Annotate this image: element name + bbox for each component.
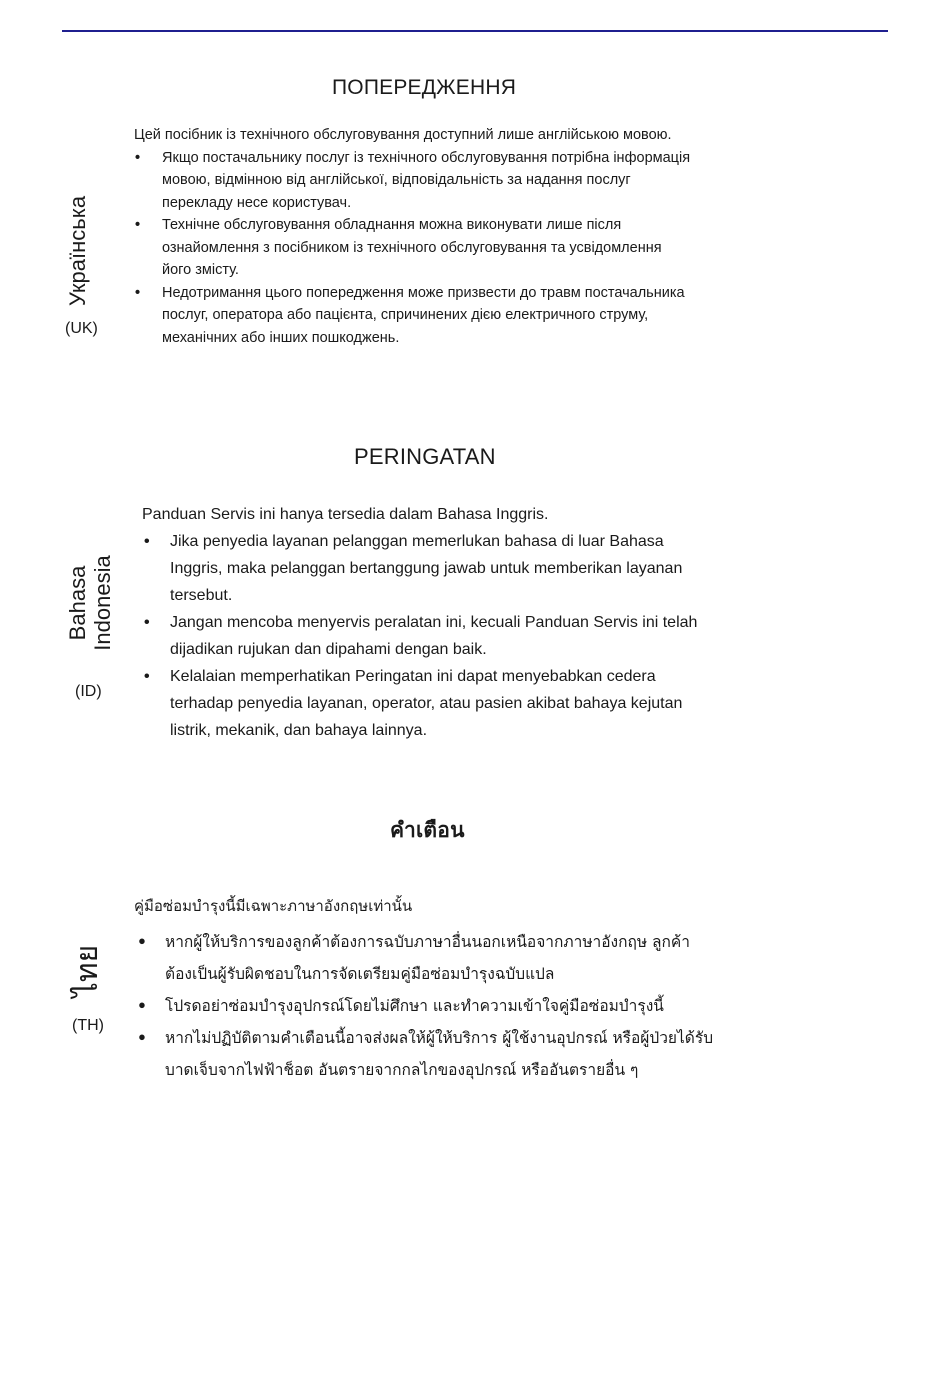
section-heading: คำเตือน xyxy=(390,817,465,842)
top-rule xyxy=(62,30,888,32)
bullet-item: • Jika penyedia layanan pelanggan memerlukan bahasa di luar Bahasa Inggris, maka pelanggan bertanggung jawab untuk memberikan layanan tersebut. xyxy=(142,528,702,609)
intro-text: คู่มือซ่อมบำรุงนี้มีเฉพาะภาษาอังกฤษเท่านั้น xyxy=(134,897,413,915)
bullet-item: • Технічне обслуговування обладнання можна виконувати лише після ознайомлення з посібником із технічного обслуговування та усвідомлення його змісту. xyxy=(134,214,694,282)
bullet-item: • หากไม่ปฏิบัติตามคำเตือนนี้อาจส่งผลให้ผู้ให้บริการ ผู้ใช้งานอุปกรณ์ หรือผู้ป่วยได้รับบาดเจ็บจากไฟฟ้าช็อต อันตรายจากกลไกของอุปกรณ์ หรืออันตรายอื่น ๆ xyxy=(134,1022,714,1086)
bullet-item: • หากผู้ให้บริการของลูกค้าต้องการฉบับภาษาอื่นนอกเหนือจากภาษาอังกฤษ ลูกค้าต้องเป็นผู้รับผิดชอบในการจัดเตรียมคู่มือซ่อมบำรุงฉบับแปล xyxy=(134,926,714,990)
bullet-item: • Kelalaian memperhatikan Peringatan ini dapat menyebabkan cedera terhadap penyedia layanan, operator, atau pasien akibat bahaya kejutan listrik, mekanik, dan bahaya lainnya. xyxy=(142,663,702,744)
language-name: Українська xyxy=(65,195,90,307)
bullet-item: • Недотримання цього попередження може призвести до травм постачальника послуг, оператора або пацієнта, спричинених дією електричного струму, механічних або інших пошкоджень. xyxy=(134,282,694,350)
bullet-item: • Якщо постачальнику послуг із технічного обслуговування потрібна інформація мовою, відмінною від англійської, відповідальність за надання послуг перекладу несе користувач. xyxy=(134,147,694,215)
bullet-list xyxy=(134,926,714,1086)
intro-text: Panduan Servis ini hanya tersedia dalam Bahasa Inggris. xyxy=(142,506,549,523)
language-code: (TH) xyxy=(72,1017,104,1034)
language-code: (UK) xyxy=(65,320,98,337)
language-name-line2: Indonesia xyxy=(90,555,115,651)
intro-text: Цей посібник із технічного обслуговування доступний лише англійською мовою. xyxy=(134,127,672,143)
bullet-item: • Jangan mencoba menyervis peralatan ini, kecuali Panduan Servis ini telah dijadikan rujukan dan dipahami dengan baik. xyxy=(142,609,702,663)
bullet-item: • โปรดอย่าซ่อมบำรุงอุปกรณ์โดยไม่ศึกษา และทำความเข้าใจคู่มือซ่อมบำรุงนี้ xyxy=(134,990,714,1022)
language-code: (ID) xyxy=(75,683,102,700)
bullet-list xyxy=(134,147,694,350)
bullet-list xyxy=(142,528,702,744)
warning-body xyxy=(134,124,694,349)
section-heading: ПОПЕРЕДЖЕННЯ xyxy=(332,76,517,99)
language-name: ไทย xyxy=(70,944,105,998)
section-heading: PERINGATAN xyxy=(354,444,496,469)
warning-body xyxy=(134,890,714,1086)
warning-body xyxy=(142,501,702,744)
language-name-line1: Bahasa xyxy=(65,565,90,641)
